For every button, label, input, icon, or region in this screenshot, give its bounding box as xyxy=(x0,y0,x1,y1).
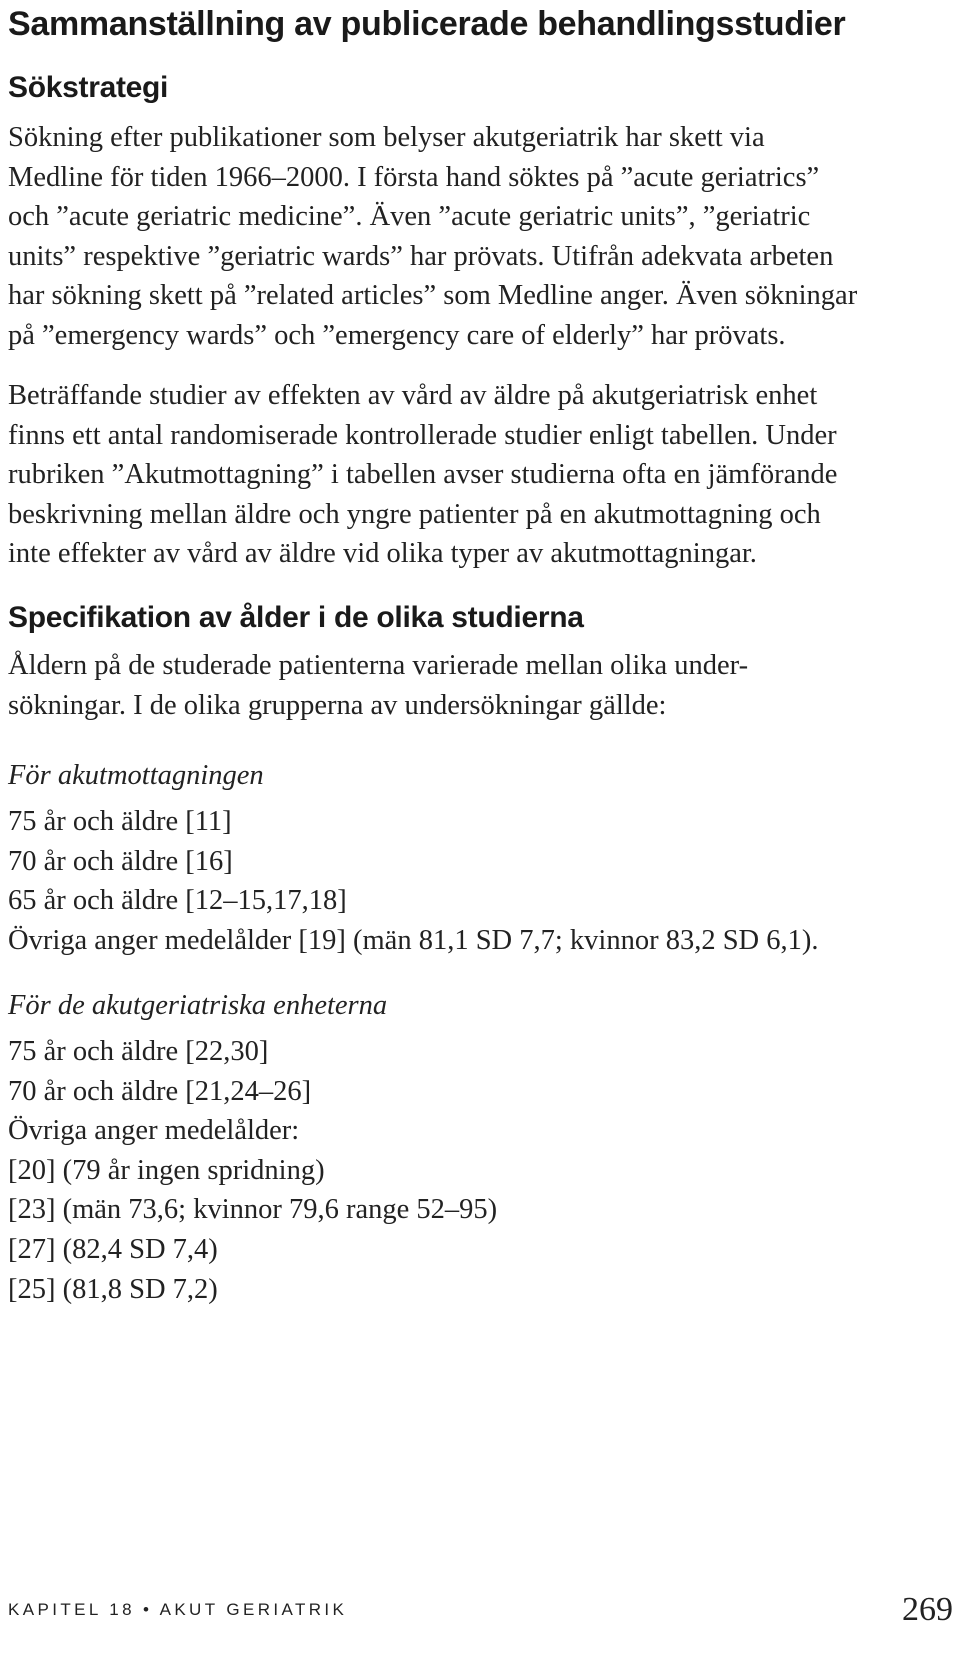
page-number: 269 xyxy=(902,1591,953,1628)
search-strategy-heading: Sökstrategi xyxy=(8,71,169,104)
paragraph-line: beskrivning mellan äldre och yngre patienter på en akutmottagning och xyxy=(8,498,821,530)
age-specification-heading: Specifikation av ålder i de olika studierna xyxy=(8,601,584,634)
paragraph-line: Beträffande studier av effekten av vård av äldre på akutgeriatrisk enhet xyxy=(8,380,818,411)
emergency-subheading: För akutmottagningen xyxy=(8,760,264,791)
list-item: Övriga anger medelålder [19] (män 81,1 SD 7,7; kvinnor 83,2 SD 6,1). xyxy=(8,924,819,956)
paragraph-line: Medline för tiden 1966–2000. I första hand söktes på ”acute geriatrics” xyxy=(8,161,820,193)
search-strategy-paragraph xyxy=(8,118,953,356)
page-title: Sammanställning av publicerade behandlingsstudier xyxy=(8,5,846,43)
list-item: Övriga anger medelålder: xyxy=(8,1115,300,1147)
paragraph-line: inte effekter av vård av äldre vid olika typer av akutmottagningar. xyxy=(8,538,757,570)
paragraph-line: har sökning skett på ”related articles” som Medline anger. Även sökningar xyxy=(8,280,858,312)
list-item: 75 år och äldre [22,30] xyxy=(8,1036,269,1067)
studies-paragraph xyxy=(8,376,953,574)
list-item: 70 år och äldre [21,24–26] xyxy=(8,1075,312,1107)
list-item: [20] (79 år ingen spridning) xyxy=(8,1154,325,1186)
list-item: 70 år och äldre [16] xyxy=(8,845,233,877)
units-age-list xyxy=(8,1032,497,1309)
chapter-footer: KAPITEL 18 • AKUT GERIATRIK xyxy=(8,1600,348,1619)
list-item: 75 år och äldre [11] xyxy=(8,806,232,837)
units-subheading: För de akutgeriatriska enheterna xyxy=(8,990,388,1021)
emergency-age-list xyxy=(8,802,819,960)
paragraph-line: units” respektive ”geriatric wards” har prövats. Utifrån adekvata arbeten xyxy=(8,240,834,272)
paragraph-line: finns ett antal randomiserade kontrollerade studier enligt tabellen. Under xyxy=(8,419,837,451)
list-item: 65 år och äldre [12–15,17,18] xyxy=(8,885,347,917)
age-specification-paragraph xyxy=(8,646,953,725)
paragraph-line: och ”acute geriatric medicine”. Även ”acute geriatric units”, ”geriatric xyxy=(8,201,811,233)
paragraph-line: rubriken ”Akutmottagning” i tabellen avser studierna ofta en jämförande xyxy=(8,459,838,491)
list-item: [25] (81,8 SD 7,2) xyxy=(8,1273,218,1305)
paragraph-line: sökningar. I de olika grupperna av undersökningar gällde: xyxy=(8,689,667,721)
list-item: [27] (82,4 SD 7,4) xyxy=(8,1233,218,1265)
paragraph-line: på ”emergency wards” och ”emergency care of elderly” har prövats. xyxy=(8,319,786,351)
list-item: [23] (män 73,6; kvinnor 79,6 range 52–95) xyxy=(8,1194,498,1226)
paragraph-line: Åldern på de studerade patienterna varierade mellan olika under- xyxy=(8,650,749,681)
paragraph-line: Sökning efter publikationer som belyser akutgeriatrik har skett via xyxy=(8,122,765,153)
